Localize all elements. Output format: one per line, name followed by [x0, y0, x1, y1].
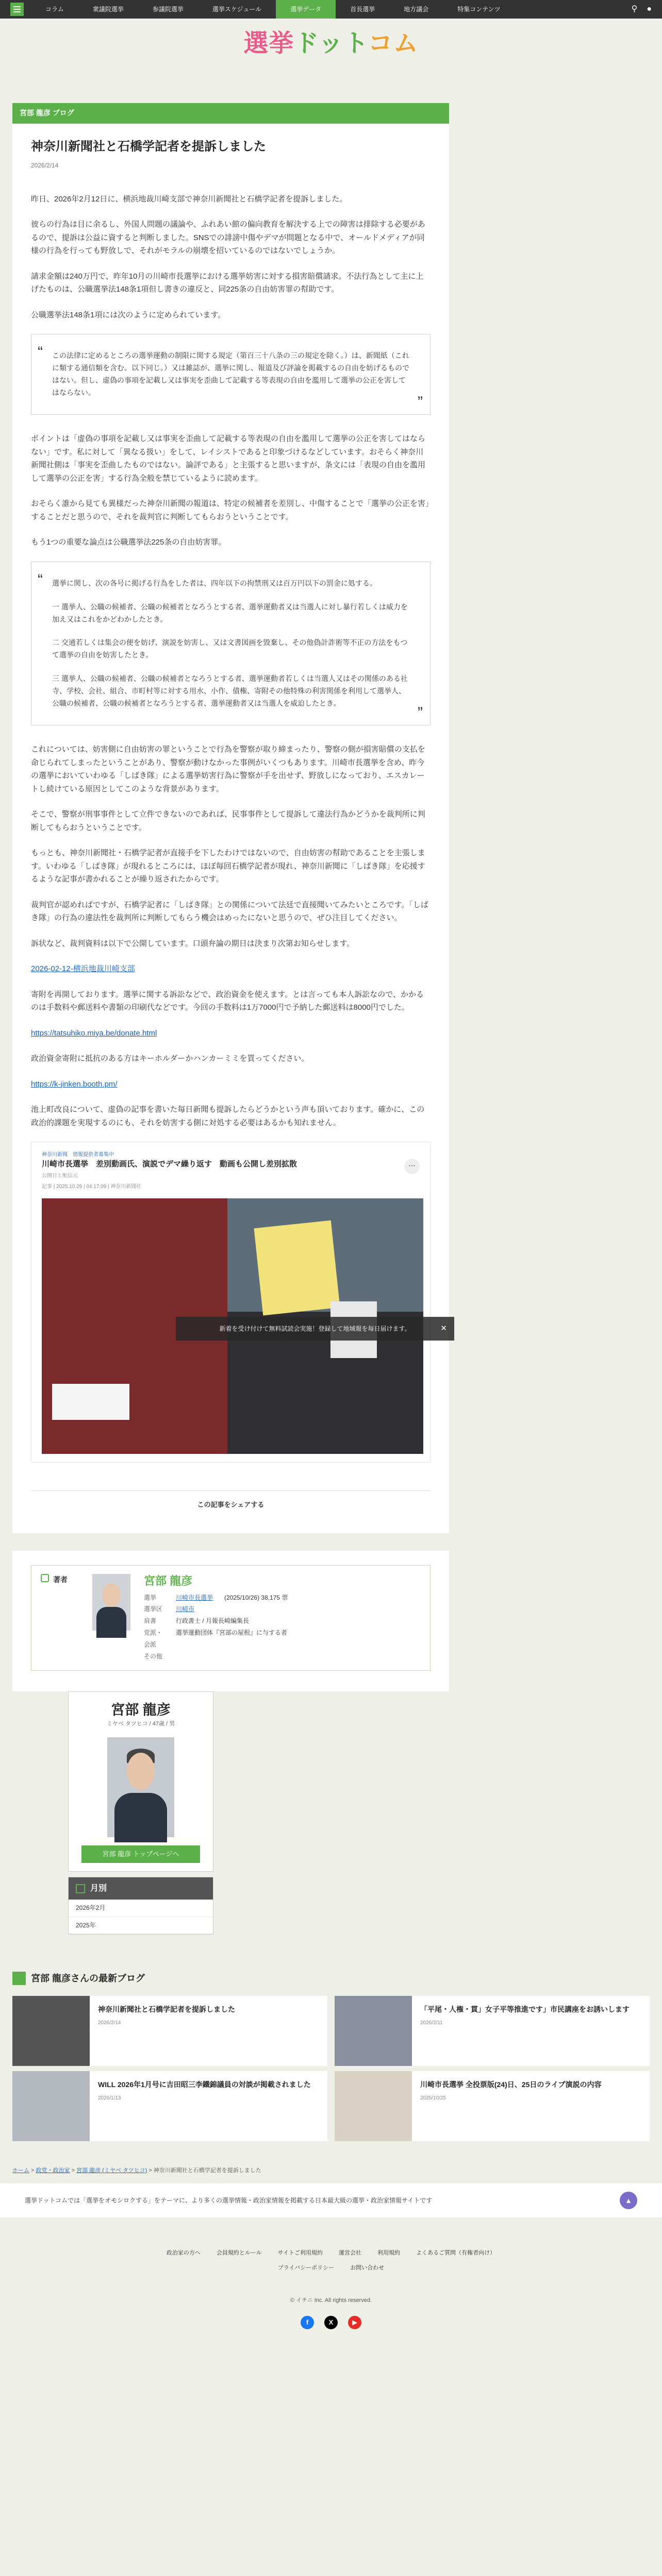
paragraph: 訴状など、裁判資料は以下で公開しています。口頭弁論の期日は決まり次第お知らせします。 [31, 939, 355, 948]
paragraph: 池上町改良について、虚偽の記事を書いた毎日新聞も提訴したらどうかという声も頂いております。確かに、この政治的課題を実現するのにも、それを妨害する側に対処する必要はあるかも知れません。 [31, 1105, 425, 1127]
paragraph: そこで、警察が刑事事件として立件できないのであれば、民事事件として提訴して違法行為かどうかを裁判所に判断してもらおうということです。 [31, 810, 425, 832]
paragraph: ポイントは「虚偽の事項を記載し又は事実を歪曲して記載する等表現の自由を濫用して選挙の公正を害してはならない」です。私に対して「異なる扱い」をして、レイシストであると印象づけるなどしています。おそらく神奈川新聞社側は「事実を歪曲したものではない。論評である」と主張すると思いますが、条文には「表現の自由を濫用して選挙の公正を害」する行為全般を禁じているように読めます。 [31, 434, 426, 483]
latest-grid [12, 1996, 650, 2141]
monthly-archive [68, 1877, 213, 1935]
paragraph: 政治資金寄附に抵抗のある方はキーホルダーかハンカーミミを買ってください。 [31, 1054, 309, 1063]
profile-sub: ミヤベ タツヒコ / 47歳 / 男 [106, 1721, 175, 1727]
top-nav [0, 0, 662, 19]
nav-item-shugiin[interactable]: 衆議院選挙 [92, 6, 124, 13]
blog-title: 神奈川新聞社と石橋学記者を提訴しました [98, 2005, 235, 2013]
share-section: この記事をシェアする [31, 1490, 431, 1511]
x-icon[interactable]: X [324, 2316, 338, 2329]
paragraph: 裁判官が認めればですが、石橋学記者に「しばき隊」との関係について法廷で直接聞いてみたいところです。「しばき隊」の行為の違法性を裁判所に判断してもらう機会はめったにないと思うので、ぜひ注目してください。 [31, 900, 428, 923]
embedded-news-card[interactable] [31, 1142, 447, 1463]
blog-date: 2025/10/25 [420, 2095, 446, 2101]
calendar-icon [76, 1884, 85, 1893]
close-icon[interactable]: ✕ [440, 1324, 447, 1333]
page-body [0, 69, 662, 1935]
embed-title: 川崎市長選挙 差別動画氏、演説でデマ繰り返す 動画も公開し差別拡散 [42, 1160, 297, 1169]
footer-links [0, 2217, 662, 2380]
quote-text: 選挙に関し、次の各号に掲げる行為をした者は、四年以下の拘禁刑又は百万円以下の罰金に処する。 [52, 579, 377, 587]
open-quote-icon: “ [38, 344, 43, 361]
nav-item-special[interactable]: 特集コンテンツ [457, 6, 501, 13]
paragraph: もっとも、神奈川新聞社・石橋学記者が直接手を下したわけではないので、自由妨害の幇助であることを主張します。いわゆる「しばき隊」が現れるところには、ほぼ毎回石橋学記者が現れ、神奈川新聞に「しばき隊」を応援するような記事が書かれることが繰り返されたからです。 [31, 849, 425, 884]
article-date: 2026/2/14 [31, 162, 59, 170]
menu-icon[interactable] [10, 3, 24, 16]
paragraph: おそらく誰から見ても異様だった神奈川新聞の報道は、特定の候補者を差別し、中傷することで「選挙の公正を害」することだと思うので、それを裁判官に判断してもらおうということです。 [31, 499, 429, 521]
author-row [144, 1651, 421, 1663]
breadcrumb-home[interactable]: ホーム [12, 2167, 29, 2174]
blog-title: 「平尾・人権・貫」女子平等推進です」市民講座をお誘いします [420, 2005, 630, 2013]
blog-item[interactable] [12, 2071, 327, 2141]
archive-item[interactable]: 2025年 [69, 1917, 213, 1934]
blog-item[interactable] [12, 1996, 327, 2066]
paragraph: もう1つの重要な論点は公職選挙法225条の自由妨害罪。 [31, 538, 226, 547]
footer-desc-text: 選挙ドットコムでは「選挙をオモシロクする」をテーマに、より多くの選挙情報・政治家情報を掲載する日本最大級の選挙・政治家情報サイトです [25, 2197, 433, 2205]
archive-header [69, 1877, 213, 1900]
close-quote-icon: ” [418, 394, 423, 411]
district-link[interactable]: 川崎市 [176, 1605, 195, 1613]
blog-icon [12, 1972, 26, 1985]
article-title: 神奈川新聞社と石橋学記者を提訴しました [31, 139, 266, 154]
profile-card [68, 1691, 213, 1872]
court-docs-link[interactable]: 2026-02-12-横浜地裁川崎支部 [31, 964, 135, 974]
embed-meta: 公開日と配信元 [42, 1173, 78, 1179]
archive-title: 月別 [90, 1884, 107, 1893]
blog-title: WILL 2026年1月号に吉田昭三李鐵錦議員の対談が掲載されました [98, 2080, 311, 2089]
author-row [144, 1615, 421, 1627]
latest-blogs [0, 1935, 662, 2141]
back-to-top-icon[interactable]: ▲ [620, 2192, 637, 2209]
nav-item-chiho[interactable]: 地方議会 [404, 6, 429, 13]
breadcrumb-politics[interactable]: 政党・政治家 [36, 2167, 70, 2174]
social-links [0, 2316, 662, 2329]
facebook-icon[interactable]: f [301, 2316, 314, 2329]
archive-item[interactable]: 2026年2月 [69, 1900, 213, 1917]
footer-link[interactable]: お問い合わせ [350, 2265, 385, 2272]
row-key: その他 [144, 1652, 163, 1660]
election-link[interactable]: 川崎市長選挙 [176, 1594, 213, 1601]
paragraph: これについては、妨害側に自由妨害の罪ということで行為を警察が取り締まったり、警察の側が損害賠償の支払を命じられてしまったということがあり、警察が動けなかった事例がいくつもあります。川崎市長選挙を含め、昨今の選挙においていわゆる「しばき隊」による選挙妨害行為に警察が手を出せず、野放しになっており、エスカレートし続けている原因としてこのような背景があります。 [31, 745, 425, 793]
author-row [144, 1592, 421, 1604]
author-info [144, 1574, 421, 1662]
nav-item-schedule[interactable]: 選挙スケジュール [212, 6, 262, 13]
main-column [12, 103, 449, 1691]
footer-link[interactable]: サイトご利用規約 [277, 2250, 323, 2257]
blog-date: 2026/1/13 [98, 2095, 121, 2101]
open-quote-icon: “ [38, 571, 43, 588]
author-card [31, 1565, 431, 1671]
blog-thumbnail [335, 1996, 412, 2066]
embed-source: 神奈川新聞 情報提供者募集中 [42, 1152, 114, 1158]
paragraph: 公職選挙法148条1項には次のように定められています。 [31, 310, 226, 319]
footer-description [0, 2183, 662, 2217]
nav-item-shucho[interactable]: 首長選挙 [350, 6, 375, 13]
article-body [12, 124, 449, 1533]
row-value: 行政書士 / 月報長崎編集長 [176, 1617, 250, 1625]
blog-date: 2026/2/11 [420, 2020, 443, 2026]
blog-item[interactable] [335, 1996, 650, 2066]
latest-heading-text: 宮部 龍彦さんの最新ブログ [31, 1973, 145, 1984]
nav-item-column[interactable]: コラム [45, 6, 64, 13]
user-icon[interactable]: ● [647, 5, 652, 14]
profile-name: 宮部 龍彦 [111, 1702, 171, 1718]
breadcrumb-current: 神奈川新聞社と石橋学記者を提訴しました [153, 2167, 261, 2174]
author-row [144, 1603, 421, 1615]
blog-date: 2026/2/14 [98, 2020, 121, 2026]
footer-link[interactable]: よくあるご質問（有権者向け） [416, 2250, 496, 2257]
footer-link[interactable]: 政治家の方へ [166, 2250, 201, 2257]
youtube-icon[interactable]: ▶ [348, 2316, 361, 2329]
site-logo-area [0, 19, 662, 69]
paragraph: 昨日、2026年2月12日に、横浜地裁川崎支部で神奈川新聞社と石橋学記者を提訴しました。 [31, 194, 347, 204]
row-key: 党派・会派 [144, 1629, 163, 1648]
quote-text: 一 選挙人、公職の候補者、公職の候補者となろうとする者、選挙運動者又は当選人に対し暴行若しくは威力を加え又はこれをかどわかしたとき。 [52, 602, 408, 623]
footer-link[interactable]: 運営会社 [339, 2250, 362, 2257]
quote-text: この法律に定めるところの選挙運動の制限に関する規定（第百三十八条の三の規定を除く。）は、新聞紙（これに類する通信類を含む。以下同じ。）又は雑誌が、選挙に関し、報道及び評論を掲載するの自由を妨げるものではない。但し、虚偽の事項を記載し又は事実を歪曲して記載する等表現の自由を濫用して選挙の公正を害してはならない。 [52, 351, 409, 397]
profile-photo [107, 1737, 174, 1837]
blog-header: 宮部 龍彦 ブログ [12, 103, 449, 124]
footer-link[interactable]: 会員規約とルール [216, 2250, 262, 2257]
author-tag [41, 1574, 92, 1662]
row-key: 選挙 [144, 1594, 157, 1601]
blog-title: 川崎市長選挙 全投票版(24)日、25日のライブ演説の内容 [420, 2080, 602, 2089]
copyright: © イチニ Inc. All rights reserved. [290, 2297, 372, 2303]
blog-item[interactable] [335, 2071, 650, 2141]
author-avatar[interactable] [92, 1574, 130, 1631]
paragraph: 請求金額は240万円で、昨年10月の川崎市長選挙における選挙妨害に対する損害賠償請求。不法行為として主に上げたものは、公職選挙法148条1項但し書きの違反と、同225条の自由妨害罪の幇助です。 [31, 272, 424, 294]
subscribe-banner[interactable] [176, 1317, 454, 1341]
law-quote [31, 562, 431, 725]
quote-text: 三 選挙人、公職の候補者、公職の候補者となろうとする者、選挙運動者若しくは当選人又はその関係のある社寺、学校、会社、組合、市町村等に対する用水、小作、債権、寄附その他特殊の利害関係を利用して選挙人、公職の候補者、公職の候補者となろうとする者、選挙運動者又は当選人を威迫したとき。 [52, 674, 408, 707]
law-quote [31, 334, 431, 415]
row-key: 肩書 [144, 1617, 157, 1625]
footer-link-row [0, 2263, 662, 2273]
news-photo [42, 1198, 447, 1454]
article-card [12, 103, 449, 1533]
nav-item-sangiin[interactable]: 参議院選挙 [152, 6, 184, 13]
footer-link-row [0, 2248, 662, 2258]
author-name[interactable]: 宮部 龍彦 [144, 1574, 193, 1587]
blog-thumbnail [12, 2071, 90, 2141]
nav-item-data[interactable]: 選挙データ [276, 0, 336, 19]
author-row [144, 1627, 421, 1651]
author-box [12, 1551, 449, 1691]
breadcrumb: ホーム > 政党・政治家 > 宮部 龍彦 (ミヤベ タツヒコ) > 神奈川新聞社と石橋学記者を提訴しました [12, 2167, 261, 2174]
search-icon[interactable]: ⚲ [631, 5, 638, 14]
pen-icon [41, 1574, 49, 1582]
sidebar [68, 1691, 213, 1935]
profile-top-link[interactable]: 宮部 龍彦 トップページへ [81, 1845, 200, 1863]
quote-text: 二 交通若しくは集会の便を妨げ、演説を妨害し、又は文書図画を毀棄し、その他偽計詐術等不正の方法をもつて選挙の自由を妨害したとき。 [52, 638, 408, 659]
footer-link[interactable]: 利用規約 [377, 2250, 401, 2257]
row-value: 選挙運動団体『宮部の屋根』に与する者 [176, 1629, 288, 1636]
blog-thumbnail [12, 1996, 90, 2066]
blog-thumbnail [335, 2071, 412, 2141]
paragraph: 寄附を再開しております。選挙に関する訴訟などで、政治資金を使えます。とは言っても本人訴訟なので、かかるのは手数料や郵送料や書類の印刷代などです。今回の手数料は1万7000円で予納した郵送料は8000円でした。 [31, 990, 424, 1012]
subscribe-banner-text: 新着を受け付けて無料試読会実施！登録して地域報を毎日届けます。 [219, 1325, 411, 1332]
footer-link[interactable]: プライバシーポリシー [277, 2265, 335, 2272]
author-label: 著者 [53, 1575, 68, 1584]
breadcrumb-author[interactable]: 宮部 龍彦 (ミヤベ タツヒコ) [76, 2167, 147, 2174]
embed-header [42, 1150, 420, 1191]
latest-heading [12, 1971, 650, 1987]
more-options-icon[interactable]: ⋯ [404, 1159, 420, 1174]
donate-link[interactable]: https://tatsuhiko.miya.be/donate.html [31, 1028, 157, 1038]
paragraph: 彼らの行為は目に余るし、外国人問題の議論や、ふれあい館の偏向教育を解決する上での障害は排除する必要があるので、提訴は公益に資すると判断しました。SNSでの誹謗中傷やデマが問題となる中で、オールドメディアが同様の行為を行っても野放しで、それがモラルの崩壊を招いているのではないでしょうか。 [31, 220, 425, 256]
votes: (2025/10/26) 38,175 票 [224, 1594, 288, 1601]
embed-meta: 記事 | 2025.10.29 | 04:17:09 | 神奈川新聞社 [42, 1183, 142, 1190]
row-key: 選挙区 [144, 1605, 163, 1613]
site-logo[interactable]: 選挙ドットコム [243, 29, 419, 58]
booth-link[interactable]: https://k-jinken.booth.pm/ [31, 1079, 118, 1089]
close-quote-icon: ” [418, 704, 423, 722]
